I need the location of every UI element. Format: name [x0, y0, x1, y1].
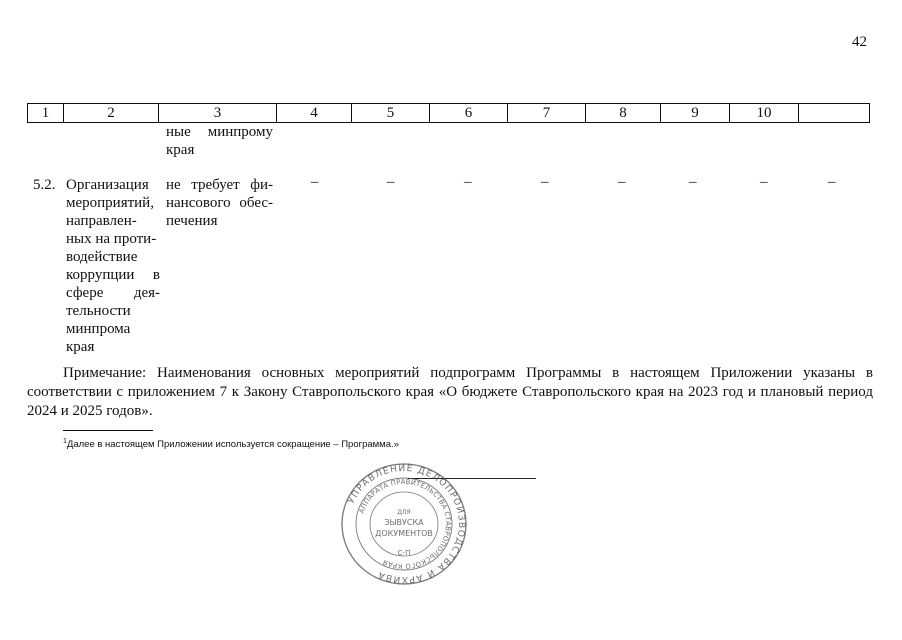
footnote [63, 436, 399, 451]
header-cell: 4 [277, 104, 352, 123]
empty-value-dash: – [311, 174, 319, 190]
page-number: 42 [852, 34, 867, 50]
header-cell: 6 [430, 104, 508, 123]
text-line: края [166, 142, 195, 158]
empty-value-dash: – [760, 174, 768, 190]
header-cell [799, 104, 870, 123]
empty-value-dash: – [464, 174, 472, 190]
empty-value-dash: – [387, 174, 395, 190]
header-cell: 10 [730, 104, 799, 123]
text-line: сфере дея- [66, 285, 160, 301]
header-cell: 5 [352, 104, 430, 123]
text-line: не требует фи- [166, 177, 273, 193]
text-line: Организация [66, 177, 149, 193]
row-number: 5.2. [33, 177, 56, 193]
text-line: ные минпрому [166, 124, 273, 140]
seal-code: С-П [397, 549, 411, 557]
empty-value-dash: – [828, 174, 836, 190]
empty-value-dash: – [618, 174, 626, 190]
text-line: минпрома [66, 321, 131, 337]
seal-outer-text: УПРАВЛЕНИЕ ДЕЛОПРОИЗВОДСТВА И АРХИВА [346, 463, 467, 585]
activity-name-cell [66, 176, 160, 356]
text-line: ных на проти- [66, 231, 157, 247]
empty-value-dash: – [541, 174, 549, 190]
header-cell: 2 [64, 104, 159, 123]
text-line: нансового обес- [166, 195, 273, 211]
column-number-header [27, 103, 870, 123]
funding-cell [166, 176, 273, 230]
official-seal-stamp [340, 462, 468, 586]
header-cell: 1 [28, 104, 64, 123]
footnote-separator [63, 430, 153, 431]
header-cell: 3 [159, 104, 277, 123]
header-cell: 7 [508, 104, 586, 123]
text-line: направлен- [66, 213, 137, 229]
text-line: коррупции в [66, 267, 160, 283]
text-line: мероприятий, [66, 195, 154, 211]
header-cell: 8 [586, 104, 661, 123]
text-line: тельности [66, 303, 131, 319]
text-line: печения [166, 213, 218, 229]
seal-center-line: ДОКУМЕНТОВ [375, 529, 433, 538]
header-cell: 9 [661, 104, 730, 123]
seal-center-line: ЗЫВУСКА [384, 518, 424, 527]
header-row [28, 104, 870, 123]
text-line: водействие [66, 249, 138, 265]
continuation-cell [166, 123, 273, 159]
seal-center-line: ДЛЯ [397, 509, 411, 516]
footnote-text: Далее в настоящем Приложении используется сокращение – Программа.» [66, 439, 399, 451]
empty-value-dash: – [689, 174, 697, 190]
note-paragraph: Примечание: Наименования основных мероприятий подпрограмм Программы в настоящем Приложении указаны в соответствии с приложением 7 к Закону Ставропольского края «О бюджете Ставропольского края на 2023 год и плановый период 2024 и 2025 годов». [27, 365, 873, 419]
text-line: края [66, 339, 95, 355]
seal-inner-text: АППАРАТА ПРАВИТЕЛЬСТВА СТАВРОПОЛЬСКОГО КРАЯ [357, 477, 453, 571]
footnote-marker: 1 [63, 438, 67, 445]
